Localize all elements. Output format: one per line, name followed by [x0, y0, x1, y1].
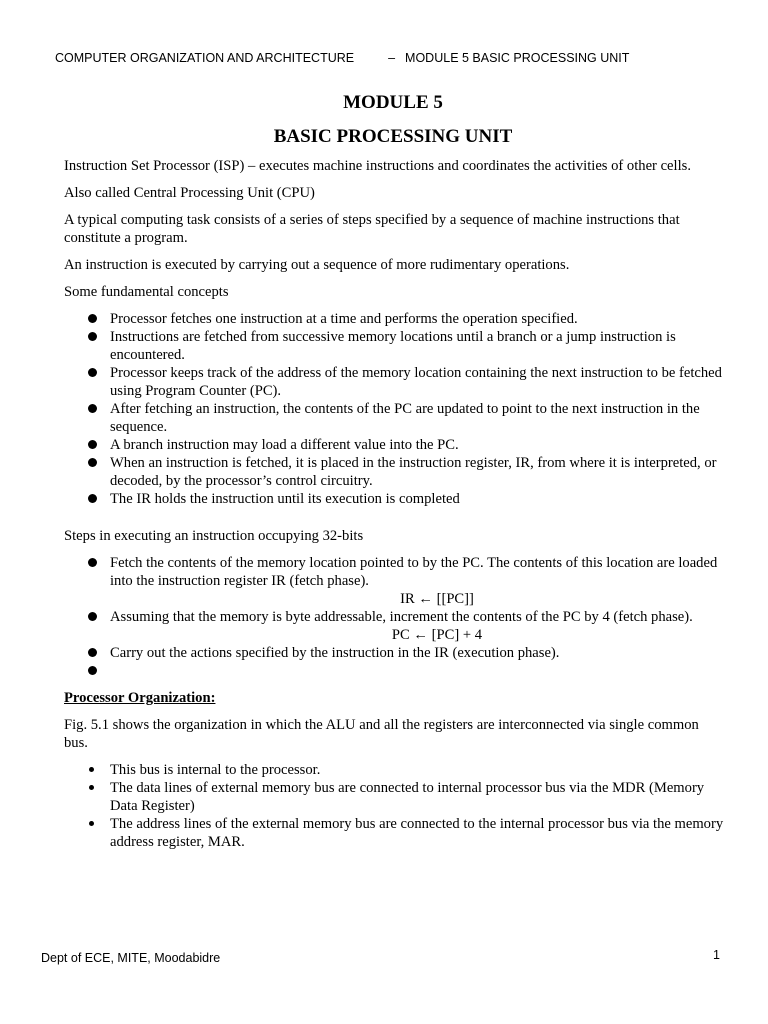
paragraph-instruction: An instruction is executed by carrying out a sequence of more rudimentary operations. [64, 257, 570, 273]
list-item: When an instruction is fetched, it is placed in the instruction register, IR, from where it is interpreted, or decoded, by the processor’s control circuitry. [64, 454, 724, 490]
organization-list [64, 761, 724, 851]
list-item: A branch instruction may load a different value into the PC. [64, 436, 724, 454]
steps-list [64, 554, 724, 680]
header-course-title: COMPUTER ORGANIZATION AND ARCHITECTURE [55, 51, 355, 65]
module-subtitle: BASIC PROCESSING UNIT [273, 126, 513, 147]
header-module-title: MODULE 5 BASIC PROCESSING UNIT [405, 51, 630, 65]
steps-heading: Steps in executing an instruction occupying 32-bits [64, 528, 364, 544]
list-item: The data lines of external memory bus are connected to internal processor bus via the MDR (Memory Data Register) [64, 779, 724, 815]
list-item: After fetching an instruction, the contents of the PC are updated to point to the next instruction in the sequence. [64, 400, 724, 436]
header-dash: – [388, 51, 396, 65]
document-body [64, 157, 724, 860]
paragraph-isp: Instruction Set Processor (ISP) – executes machine instructions and coordinates the activities of other cells. [64, 158, 691, 174]
formula-pc-increment: PC ← [PC] + 4 [391, 627, 483, 643]
paragraph-cpu: Also called Central Processing Unit (CPU) [64, 185, 315, 201]
list-item: This bus is internal to the processor. [64, 761, 724, 779]
step-increment-text: Assuming that the memory is byte addressable, increment the contents of the PC by 4 (fetch phase). [110, 609, 693, 625]
formula-ir-fetch: IR ← [[PC]] [400, 591, 474, 607]
page-header [55, 51, 629, 65]
paragraph-concepts-heading: Some fundamental concepts [64, 284, 229, 300]
step-fetch-text: Fetch the contents of the memory location pointed to by the PC. The contents of this location are loaded into the instruction register IR (fetch phase). [110, 555, 718, 589]
list-item: The IR holds the instruction until its execution is completed [64, 490, 724, 508]
list-item [64, 662, 724, 680]
list-item [64, 608, 724, 644]
list-item: Processor fetches one instruction at a time and performs the operation specified. [64, 310, 724, 328]
concepts-list [64, 310, 724, 508]
page-number: 1 [713, 948, 720, 962]
module-title: MODULE 5 [343, 92, 443, 113]
list-item: Instructions are fetched from successive memory locations until a branch or a jump instruction is encountered. [64, 328, 724, 364]
footer-department: Dept of ECE, MITE, Moodabidre [41, 951, 221, 965]
list-item [64, 554, 724, 608]
paragraph-task: A typical computing task consists of a series of steps specified by a sequence of machine instructions that constitute a program. [64, 212, 680, 246]
list-item: The address lines of the external memory bus are connected to the internal processor bus via the memory address register, MAR. [64, 815, 724, 851]
paragraph-organization: Fig. 5.1 shows the organization in which the ALU and all the registers are interconnected via single common bus. [64, 717, 699, 751]
list-item: Carry out the actions specified by the instruction in the IR (execution phase). [64, 644, 724, 662]
list-item: Processor keeps track of the address of the memory location containing the next instruction to be fetched using Program Counter (PC). [64, 364, 724, 400]
section-heading-processor-organization: Processor Organization: [64, 690, 216, 706]
